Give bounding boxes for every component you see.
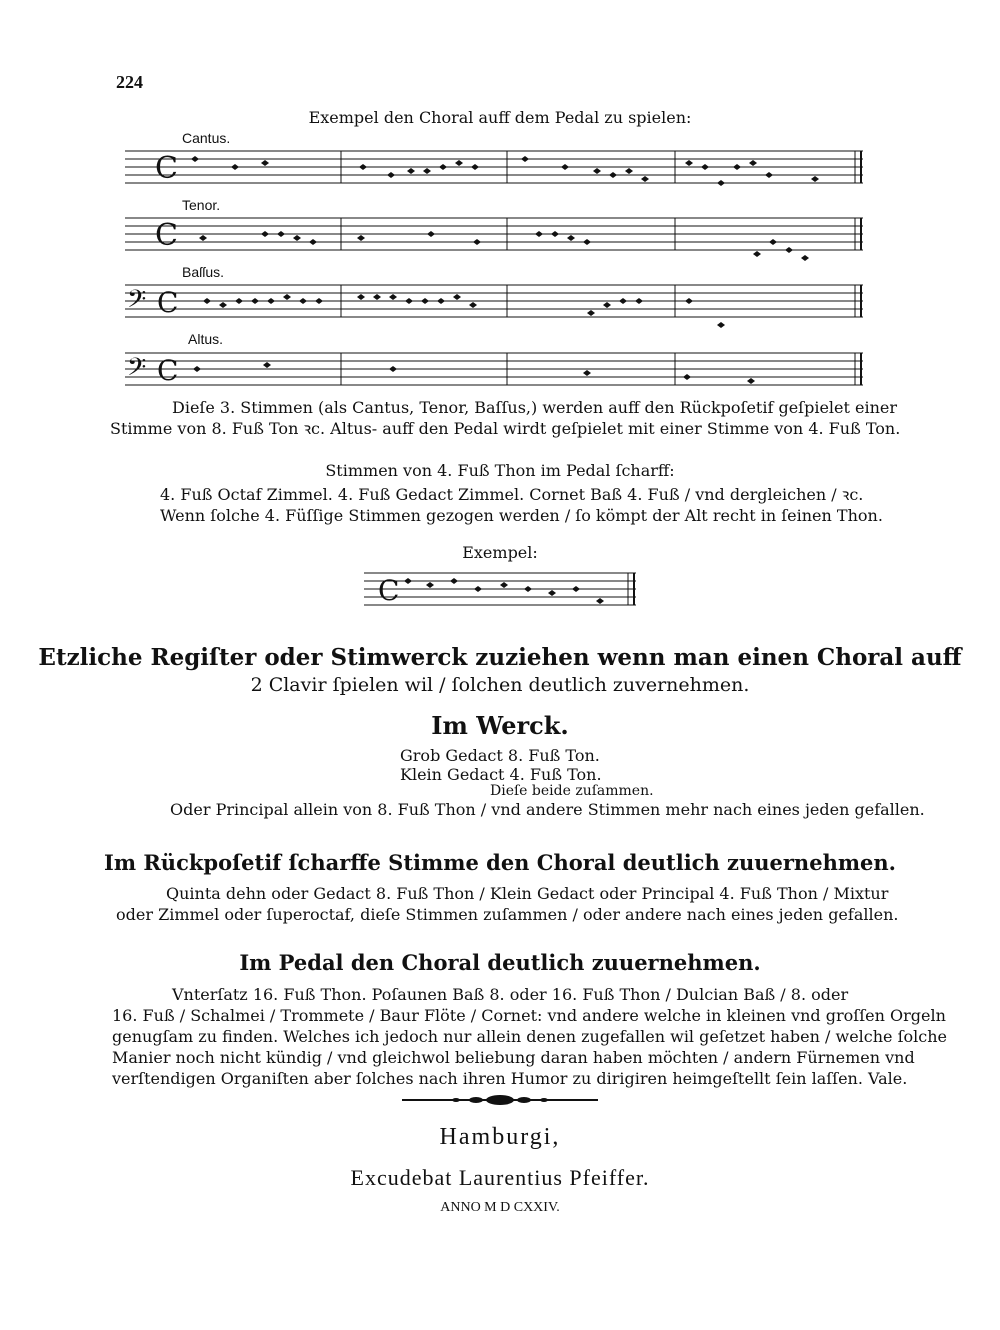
pedal-line3: genugſam zu finden. Welches ich jedoch nur allein denen zugefallen wil geſetzet haben / welche ſolche xyxy=(112,1027,948,1046)
notes-altus xyxy=(193,362,755,384)
staff-bassus xyxy=(125,282,865,332)
pedal-line4: Manier noch nicht kündig / vnd gleichwol beliebung daran haben möchten / andern Fürnemen vnd xyxy=(112,1048,915,1067)
imprint-printer: Excudebat Laurentius Pfeiffer. xyxy=(350,1165,650,1190)
werck-line2: Klein Gedact 4. Fuß Ton. xyxy=(400,765,602,784)
staff-cantus xyxy=(125,148,865,190)
example-title: Exempel den Choral auff dem Pedal zu spielen: xyxy=(308,108,692,127)
pedal-line1: Vnterſatz 16. Fuß Thon. Poſaunen Baß 8. oder 16. Fuß Thon / Dulcian Baß / 8. oder xyxy=(172,985,849,1004)
bass-clef-glyph: 𝄢 xyxy=(127,285,147,320)
svg-text:C: C xyxy=(157,354,179,387)
stimmen-line1: 4. Fuß Octaf Zimmel. 4. Fuß Gedact Zimmel. Cornet Baß 4. Fuß / vnd dergleichen / ꝛc. xyxy=(160,485,864,504)
ornament-divider xyxy=(400,1092,600,1108)
imprint-city: Hamburgi, xyxy=(439,1124,561,1150)
voice-label-tenor: Tenor. xyxy=(182,197,221,213)
voice-label-altus: Altus. xyxy=(188,331,224,347)
werck-line3: Dieſe beide zuſammen. xyxy=(490,783,654,799)
voice-label-cantus: Cantus. xyxy=(182,130,231,146)
heading-im-werck: Im Werck. xyxy=(431,711,569,740)
rueck-line2: oder Zimmel oder ſuperoctaf, dieſe Stimmen zuſammen / oder andere nach eines jeden gefallen. xyxy=(116,905,899,924)
stimmen-line2: Wenn ſolche 4. Füſſige Stimmen gezogen werden / ſo kömpt der Alt recht in ſeinen Thon. xyxy=(160,506,883,525)
heading-rueckposetif: Im Rückpoſetif ſcharffe Stimme den Choral deutlich zuuernehmen. xyxy=(104,850,896,875)
staff-tenor xyxy=(125,215,865,265)
stimmen-heading: Stimmen von 4. Fuß Thon im Pedal ſcharff: xyxy=(325,461,675,480)
para1-line2: Stimme von 8. Fuß Ton ꝛc. Altus- auff den Pedal wirdt geſpielet mit einer Stimme von 4. Fuß Ton. xyxy=(110,419,901,438)
clef-c-glyph: C xyxy=(155,151,178,186)
heading-etzliche-line2: 2 Clavir ſpielen wil / ſolchen deutlich zuvernehmen. xyxy=(250,674,750,696)
werck-line4: Oder Principal allein von 8. Fuß Thon / vnd andere Stimmen mehr nach eines jeden gefallen. xyxy=(170,800,925,819)
notes-exempel xyxy=(404,578,604,604)
pedal-line2: 16. Fuß / Schalmei / Trommete / Baur Flöte / Cornet: vnd andere welche in kleinen vnd groſſen Orgeln xyxy=(112,1006,946,1025)
svg-text:C: C xyxy=(155,218,178,253)
heading-pedal: Im Pedal den Choral deutlich zuuernehmen. xyxy=(239,950,761,975)
page-number: 224 xyxy=(116,72,143,92)
svg-text:C: C xyxy=(378,574,400,607)
svg-text:C: C xyxy=(157,286,179,319)
paragraph-voices xyxy=(0,397,1000,439)
svg-text:𝄢: 𝄢 xyxy=(127,353,147,388)
staff-exempel xyxy=(364,570,639,612)
notes-cantus xyxy=(191,156,819,186)
stimmen-text xyxy=(0,484,1000,526)
voice-label-bassus: Baſſus. xyxy=(182,264,225,280)
notes-tenor xyxy=(199,231,809,261)
rueck-line1: Quinta dehn oder Gedact 8. Fuß Thon / Klein Gedact oder Principal 4. Fuß Thon / Mixtur xyxy=(166,884,889,903)
staff-altus xyxy=(125,350,865,392)
rueck-text xyxy=(0,883,1000,925)
imprint-year: ANNO M D CXXIV. xyxy=(440,1200,560,1215)
heading-etzliche-line1: Etzliche Regiſter oder Stimwerck zuziehen wenn man einen Choral auff xyxy=(38,644,962,671)
notes-bassus xyxy=(203,294,725,328)
exempel-label: Exempel: xyxy=(462,543,538,562)
werck-line1: Grob Gedact 8. Fuß Ton. xyxy=(400,746,600,765)
pedal-text xyxy=(0,984,1000,1089)
pedal-line5: verſtendigen Organiſten aber ſolches nach ihren Humor zu dirigiren heimgeſtellt ſein laſſen. Vale. xyxy=(112,1069,908,1088)
para1-line1: Dieſe 3. Stimmen (als Cantus, Tenor, Baſſus,) werden auff den Rückpoſetif geſpielet einer xyxy=(172,398,898,417)
